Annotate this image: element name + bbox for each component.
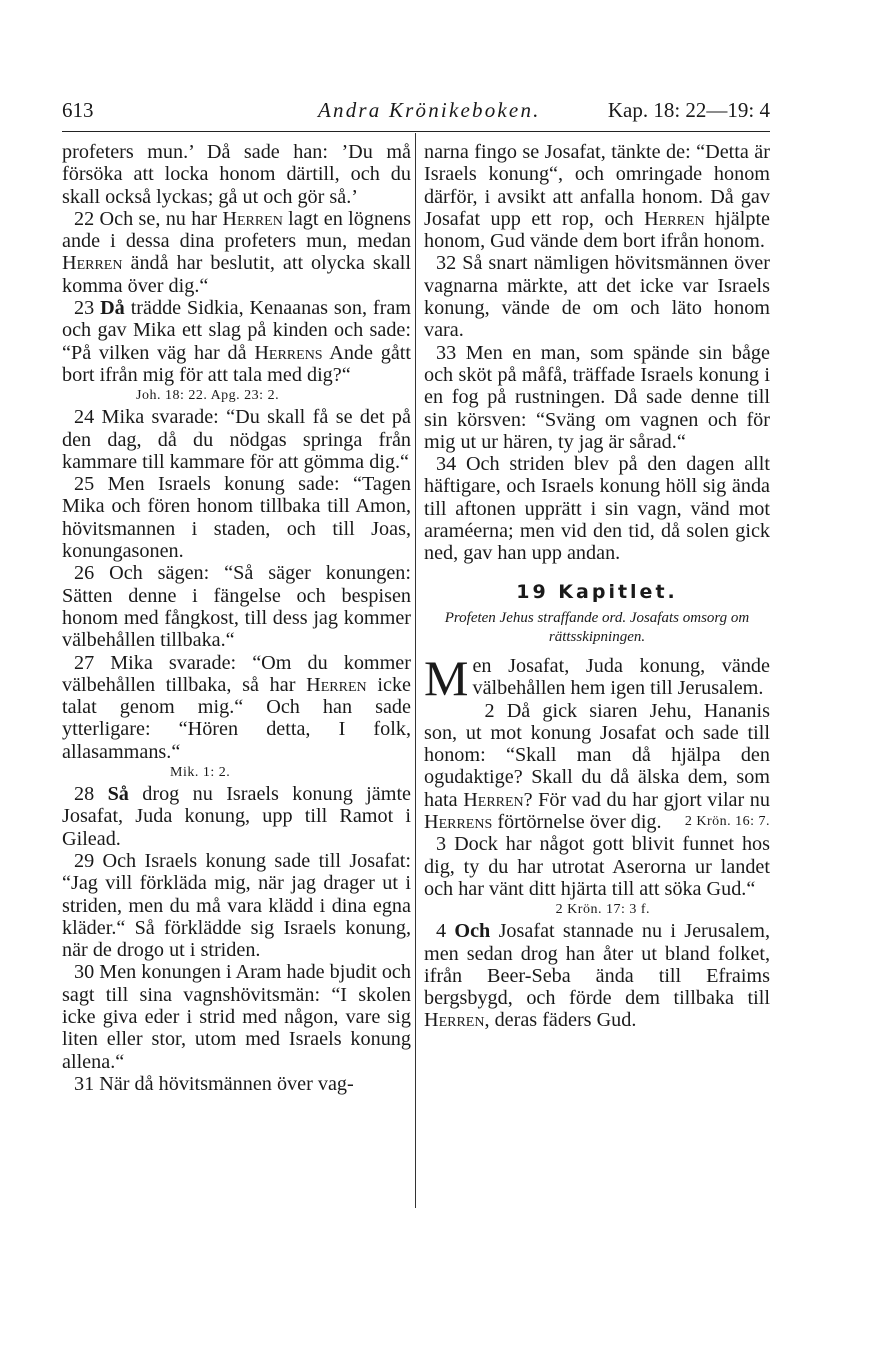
lord-name: Herren	[644, 207, 705, 230]
chapter-19-verse-4	[424, 920, 770, 1031]
verse-31: 31 När då hövitsmännen över vag-	[74, 1072, 354, 1095]
verse-28-text: drog nu Israels konung jämte Josafat, Juda konung, upp till Ramot i Gilead.	[62, 783, 412, 850]
verse-lead-word: Så	[107, 783, 129, 806]
left-column	[62, 141, 411, 1095]
lord-name: Herrens	[424, 811, 493, 834]
verse-34: 34 Och striden blev på den dagen allt häftigare, och Israels konung höll sig ända till aftonen upprätt i sin vagn, vänd mot araméerna; men vid den tid, då solen gick ned, gav han upp andan.	[424, 453, 770, 565]
book-title: Andra Krönikeboken.	[318, 98, 541, 122]
lord-name: Herren	[306, 673, 367, 696]
lord-name: Herren	[222, 207, 283, 230]
verse-22	[62, 208, 411, 297]
verse-32: 32 Så snart nämligen hövitsmännen över vagnarna märkte, att det icke var Israels konung, vände de om och läto honom vara.	[424, 252, 770, 342]
verse-33: 33 Men en man, som spände sin båge och sköt på måfå, träffade Israels konung i en fog på rustningen. Då sade denne till sin körsven: “Sväng om vagnen och för mig ut ur hären, ty jag är sårad.“	[424, 341, 770, 453]
chapter-reference: Kap. 18: 22—19: 4	[607, 98, 770, 122]
verse-21-end: profeters mun.’ Då sade han: ’Du må försöka att locka honom därtill, och du skall också lyckas; gå ut och gör så.’	[62, 141, 411, 208]
lord-name: Herren	[463, 788, 524, 811]
verse-23-text-a: trädde Sidkia, Kenaanas son, fram och gav Mika ett slag på kinden och sade: “På vilken väg har då	[62, 297, 412, 364]
cross-reference: Joh. 18: 22. Apg. 23: 2.	[136, 388, 280, 404]
verse-22-text-a: 22 Och se, nu har	[74, 207, 218, 230]
verse-27-text-b: icke talat genom mig.“ Och han sade ytterligare: “Hören detta, I folk, allasammans.“	[62, 673, 411, 763]
verse-number: 28	[74, 783, 95, 806]
verse-30: 30 Men konungen i Aram hade bjudit och sagt till sina vagnshövitsmän: “I skolen icke giva eder i strid med någon, vare sig liten eller stor, utom med Israels konung allena.“	[62, 961, 411, 1073]
cross-reference: 2 Krön. 17: 3 f.	[555, 902, 650, 918]
verse-28	[62, 783, 411, 850]
verse-29: 29 Och Israels konung sade till Josafat: “Jag vill förkläda mig, när jag drager ut i striden, men du må vara klädd i dina egna kläder.“ Så förklädde sig Israels konung, när de drogo ut i striden.	[62, 849, 411, 962]
verse-31-text-a: narna fingo se Josafat, tänkte de: “Detta är Israels konung“, och omringade honom därför, i avsikt att anfalla honom. Då gav Josafat upp ett rop, och	[424, 141, 770, 230]
verse-2-text-b: ? För vad du har gjort vilar nu	[523, 788, 770, 811]
cross-reference: 2 Krön. 16: 7.	[684, 814, 770, 830]
verse-22-text-c: ändå har beslutit, att olycka skall komma över dig.“	[62, 252, 411, 297]
verse-1-text: en Josafat, Juda konung, vände välbehållen hem igen till Jerusalem.	[472, 654, 770, 700]
verse-2-text-a: 2 Då gick siaren Jehu, Hananis son, ut mot konung Josafat och sade till honom: “Skall man då hjälpa den ogudaktige? Skall du då älska dem, som hata	[424, 699, 770, 811]
verse-number: 23	[74, 297, 95, 320]
verse-number: 4	[436, 920, 447, 943]
cross-reference: Mik. 1: 2.	[170, 765, 231, 781]
verse-lead-word: Och	[454, 920, 491, 943]
header-rule	[62, 131, 770, 132]
verse-lead-word: Då	[100, 297, 125, 320]
verse-27-text-a: 27 Mika svarade: “Om du kommer välbehållen tillbaka, så har	[62, 651, 411, 696]
verse-31-end	[424, 141, 770, 252]
lord-name: Herren	[424, 1009, 485, 1032]
verse-22-text-b: lagt en lögnens ande i dessa dina profeters mun, medan	[62, 207, 411, 253]
column-divider	[415, 133, 416, 1208]
verse-26: 26 Och sägen: “Så säger konungen: Sätten denne i fängelse och bespisen honom med fångkost, till dess jag kommer välbehållen tillbaka.“	[62, 562, 411, 652]
chapter-19-verse-2	[424, 700, 770, 834]
verse-4-text-b: , deras fäders Gud.	[484, 1009, 637, 1032]
chapter-summary: Profeten Jehus straffande ord. Josafats omsorg om rättsskipningen.	[444, 609, 750, 645]
verse-31-text-b: hjälpte honom, Gud vände dem bort ifrån honom.	[424, 207, 771, 253]
lord-name: Herren	[62, 252, 123, 275]
chapter-19-verse-3: 3 Dock har något gott blivit funnet hos dig, ty du har utrotat Aserorna ur landet och har vänt ditt hjärta till att söka Gud.“	[424, 833, 770, 900]
verse-25: 25 Men Israels konung sade: “Tagen Mika och fören honom tillbaka till Amon, hövitsmannen i staden, och till Joas, konungasonen.	[62, 473, 411, 563]
verse-23-text-b: Ande gått bort ifrån mig för att tala med dig?“	[62, 341, 411, 386]
verse-2-text-c: förtörnelse över dig.	[497, 811, 662, 834]
chapter-19-verse-1	[424, 649, 770, 706]
verse-24: 24 Mika svarade: “Du skall få se det på den dag, då du nödgas springa från kammare till kammare för att gömma dig.“	[62, 406, 411, 473]
drop-cap: M	[424, 649, 469, 706]
right-column	[424, 141, 770, 1032]
chapter-heading: 19 Kapitlet.	[516, 580, 678, 603]
page-header	[62, 98, 770, 128]
verse-27	[62, 652, 411, 763]
verse-23	[62, 297, 411, 386]
page-number: 613	[62, 98, 94, 122]
verse-4-text-a: Josafat stannade nu i Jerusalem, men sedan drog han åter ut bland folket, ifrån Beer-Seba ända till Efraims bergsbygd, och förde dem tillbaka till	[424, 920, 771, 1010]
lord-name: Herrens	[254, 341, 323, 364]
section-spacer	[424, 565, 770, 571]
